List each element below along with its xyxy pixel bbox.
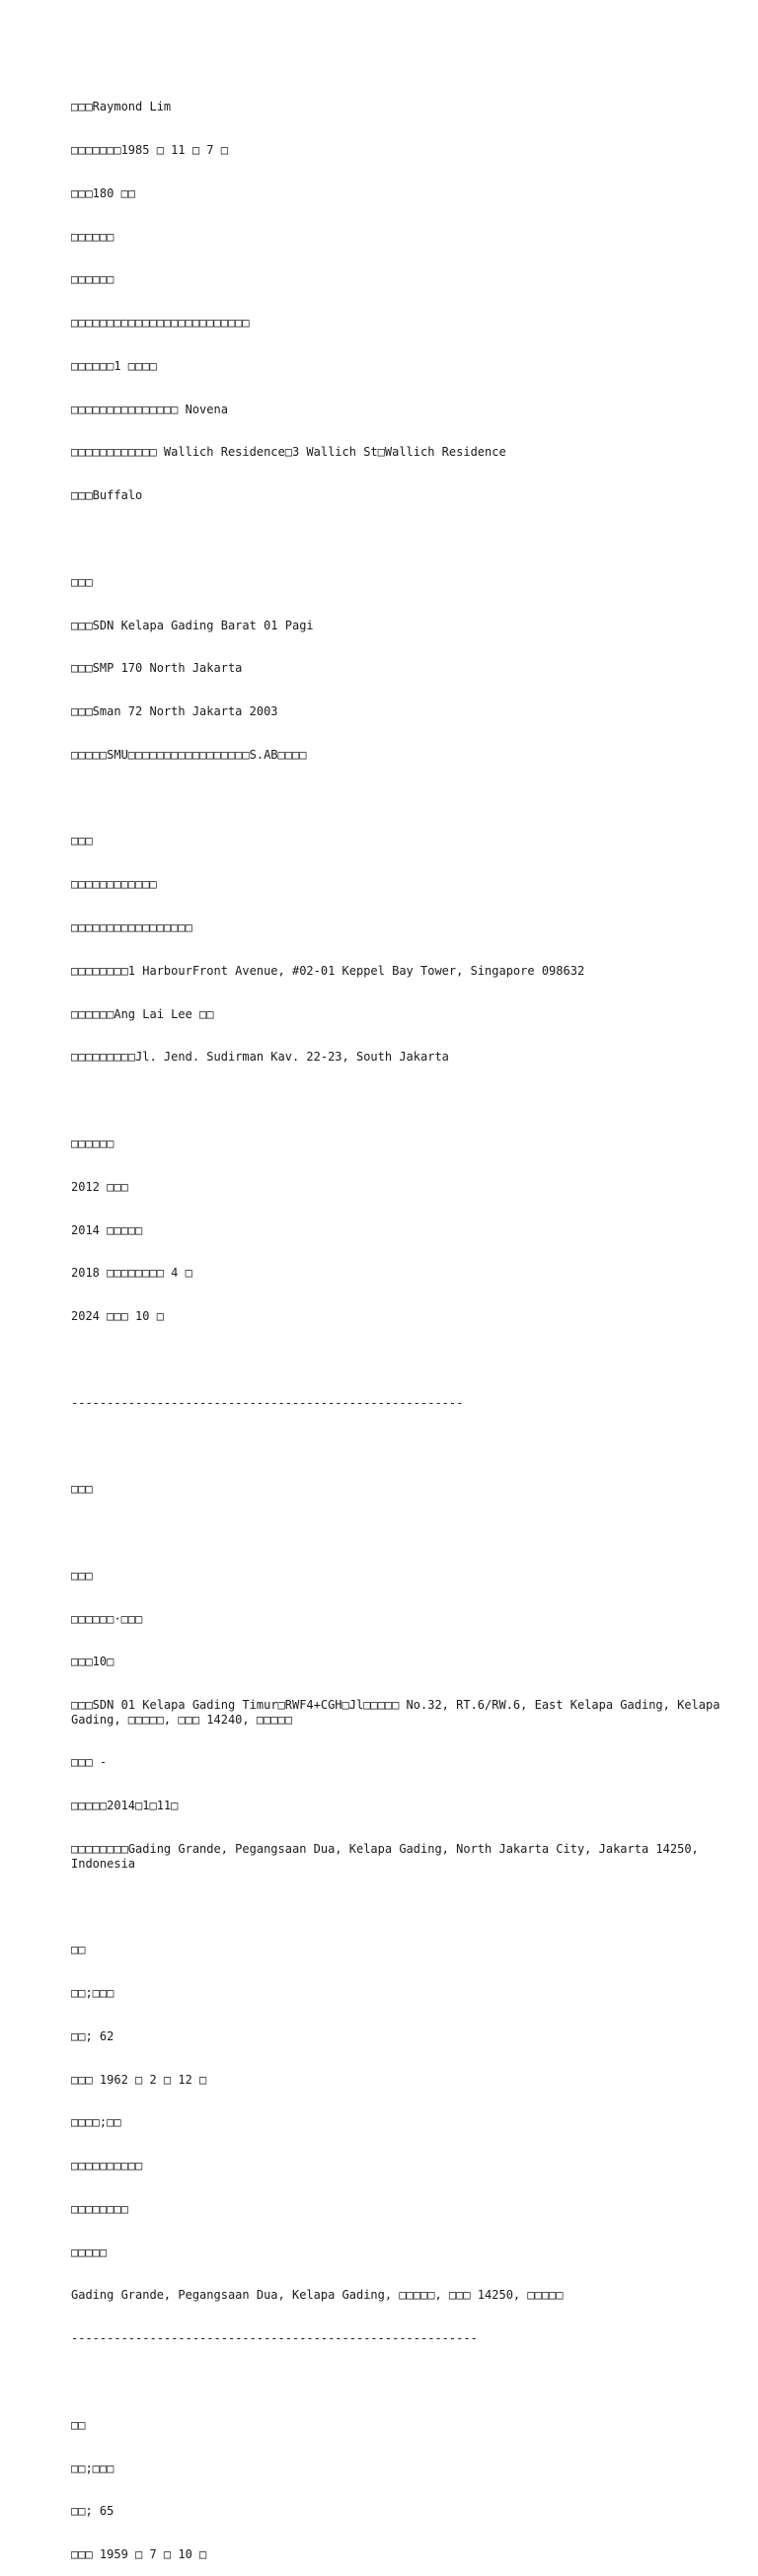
- text-line: □□; 65: [71, 2504, 114, 2519]
- text-line: □□□□□SMU□□□□□□□□□□□□□□□□□S.AB□□□□: [71, 747, 307, 762]
- text-line: □□; 62: [71, 2028, 114, 2043]
- divider-line: -------------------------------------------------------: [71, 1395, 464, 1410]
- document-page: [71, 71, 727, 2576]
- timeline-entry: 2018 □□□□□□□□ 4 □: [71, 1266, 192, 1281]
- section-heading: □□□: [71, 834, 93, 848]
- text-line: □□□□□: [71, 2245, 108, 2259]
- timeline-entry: 2024 □□□ 10 □: [71, 1309, 164, 1324]
- text-line: □□□□□□□□□□□□□□□ Novena: [71, 402, 228, 416]
- text-line: □□□SDN Kelapa Gading Barat 01 Pagi: [71, 618, 314, 632]
- text-line: □□□□□□□□1 HarbourFront Avenue, #02-01 Keppel Bay Tower, Singapore 098632: [71, 963, 585, 978]
- divider-line: ---------------------------------------------------------: [71, 2331, 478, 2346]
- text-line: □□□□□□1 □□□□: [71, 358, 157, 373]
- blank-line: [71, 1899, 722, 1914]
- section-heading: □□: [71, 2417, 86, 2432]
- text-line: □□□SMP 170 North Jakarta: [71, 661, 243, 676]
- blank-line: [71, 2375, 722, 2390]
- text-line: □□□□□□□□□Jl. Jend. Sudirman Kav. 22-23, South Jakarta: [71, 1050, 449, 1065]
- text-line: □□;□□□: [71, 1985, 114, 2000]
- blank-line: [71, 1438, 722, 1453]
- text-line: □□□Sman 72 North Jakarta 2003: [71, 704, 278, 719]
- text-line: □□□: [71, 1568, 93, 1582]
- text-line: □□□Buffalo: [71, 488, 143, 503]
- text-line: □□□□□□·□□□: [71, 1611, 143, 1626]
- blank-line: [71, 1093, 722, 1108]
- text-line: □□□□□□□□□□□□□□□□□□□□□□□□□: [71, 316, 250, 331]
- text-line: Gading Grande, Pegangsaan Dua, Kelapa Gading, □□□□□, □□□ 14250, □□□□□: [71, 2288, 564, 2303]
- text-line: □□□□□□: [71, 229, 114, 244]
- blank-line: [71, 1525, 722, 1540]
- text-line: □□□Raymond Lim: [71, 100, 172, 114]
- section-heading: □□□: [71, 1482, 93, 1497]
- section-heading: □□: [71, 1943, 86, 1957]
- text-line: □□□180 □□: [71, 185, 136, 200]
- text-line: □□□□□□□□□□□□: [71, 877, 157, 892]
- text-line: □□□10□: [71, 1655, 114, 1669]
- text-line: □□;□□□: [71, 2461, 114, 2475]
- blank-line: [71, 532, 722, 547]
- text-line: □□□□□□□1985 □ 11 □ 7 □: [71, 142, 228, 157]
- text-line: □□□SDN 01 Kelapa Gading Timur□RWF4+CGH□Jl□□□□□ No.32, RT.6/RW.6, East Kelapa Gading, Kelapa Gading, □□□□□, □□□ 14240, □□□□□: [71, 1698, 727, 1727]
- timeline-entry: 2014 □□□□□: [71, 1222, 143, 1237]
- section-heading: □□□: [71, 574, 93, 589]
- text-line: □□□ 1962 □ 2 □ 12 □: [71, 2072, 207, 2087]
- section-heading: □□□□□□: [71, 1136, 114, 1150]
- timeline-entry: 2012 □□□: [71, 1179, 128, 1194]
- blank-line: [71, 791, 722, 806]
- text-line: □□□□;□□: [71, 2115, 121, 2130]
- text-line: □□□□□2014□1□11□: [71, 1799, 179, 1813]
- text-line: □□□□□□: [71, 272, 114, 287]
- text-line: □□□□□□□□□□: [71, 2159, 143, 2173]
- text-line: □□□ -: [71, 1755, 108, 1770]
- text-line: □□□ 1959 □ 7 □ 10 □: [71, 2547, 207, 2562]
- blank-line: [71, 1353, 722, 1367]
- text-line: □□□□□□□□□□□□□□□□□: [71, 920, 192, 935]
- text-line: □□□□□□□□□□□□ Wallich Residence□3 Wallich St□Wallich Residence: [71, 445, 506, 460]
- text-line: □□□□□□□□Gading Grande, Pegangsaan Dua, Kelapa Gading, North Jakarta City, Jakarta 14250, Indonesia: [71, 1842, 706, 1871]
- text-line: □□□□□□Ang Lai Lee □□: [71, 1006, 214, 1021]
- text-line: □□□□□□□□: [71, 2201, 128, 2216]
